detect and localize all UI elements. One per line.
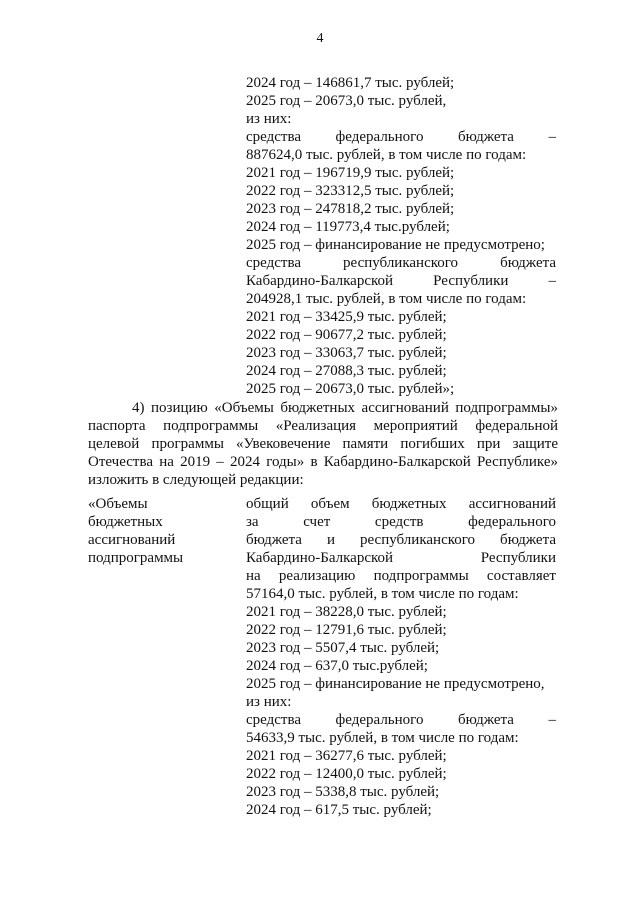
table-value-line: 2023 год – 5507,4 тыс. рублей; [246, 640, 440, 656]
table-label-column [88, 495, 238, 567]
text-line: Кабардино-Балкарской Республики – [246, 273, 556, 289]
text-line: 2024 год – 146861,7 тыс. рублей; [246, 75, 455, 91]
table-value-line: 2022 год – 12400,0 тыс. рублей; [246, 766, 447, 782]
text-line: 2025 год – финансирование не предусмотрено; [246, 237, 545, 253]
table-value-line: 54633,9 тыс. рублей, в том числе по годам: [246, 730, 519, 746]
table-value-line: за счет средств федерального [246, 514, 556, 530]
text-line: 204928,1 тыс. рублей, в том числе по годам: [246, 291, 527, 307]
table-value-line: 57164,0 тыс. рублей, в том числе по годам: [246, 586, 519, 602]
text-line: из них: [246, 111, 292, 127]
text-line: средства федерального бюджета – [246, 129, 556, 145]
table-value-line: 2024 год – 637,0 тыс.рублей; [246, 658, 428, 674]
table-label-line: бюджетных [88, 514, 163, 530]
paragraph-line: паспорта подпрограммы «Реализация мероприятий федеральной [88, 418, 558, 434]
table-value-line: 2022 год – 12791,6 тыс. рублей; [246, 622, 447, 638]
text-line: 2022 год – 90677,2 тыс. рублей; [246, 327, 447, 343]
paragraph-line: целевой программы «Увековечение памяти погибших при защите [88, 436, 558, 452]
table-value-line: 2023 год – 5338,8 тыс. рублей; [246, 784, 440, 800]
table-label-line: подпрограммы [88, 550, 184, 566]
text-line: 887624,0 тыс. рублей, в том числе по годам: [246, 147, 527, 163]
text-line: 2021 год – 196719,9 тыс. рублей; [246, 165, 455, 181]
text-line: 2025 год – 20673,0 тыс. рублей, [246, 93, 447, 109]
text-line: 2025 год – 20673,0 тыс. рублей»; [246, 381, 455, 397]
table-label-line: «Объемы [88, 496, 148, 512]
table-value-line: из них: [246, 694, 292, 710]
page-number: 4 [316, 31, 324, 46]
table-label-line: ассигнований [88, 532, 176, 548]
table-value-line: на реализацию подпрограммы составляет [246, 568, 556, 584]
text-line: 2024 год – 119773,4 тыс.рублей; [246, 219, 450, 235]
text-line: 2024 год – 27088,3 тыс. рублей; [246, 363, 447, 379]
text-line: 2023 год – 33063,7 тыс. рублей; [246, 345, 447, 361]
table-value-column [246, 495, 556, 819]
paragraph-line: Отечества на 2019 – 2024 годы» в Кабардино-Балкарской Республике» [88, 454, 558, 470]
text-line: 2022 год – 323312,5 тыс. рублей; [246, 183, 455, 199]
table-value-line: средства федерального бюджета – [246, 712, 556, 728]
table-value-line: общий объем бюджетных ассигнований [246, 496, 556, 512]
amendment-paragraph [88, 399, 558, 489]
table-value-line: 2021 год – 38228,0 тыс. рублей; [246, 604, 447, 620]
table-value-line: бюджета и республиканского бюджета [246, 532, 556, 548]
funding-continuation [246, 74, 556, 398]
table-value-line: Кабардино-Балкарской Республики [246, 550, 556, 566]
text-line: 2021 год – 33425,9 тыс. рублей; [246, 309, 447, 325]
table-value-line: 2024 год – 617,5 тыс. рублей; [246, 802, 432, 818]
paragraph-line: 4) позицию «Объемы бюджетных ассигнований подпрограммы» [132, 400, 558, 416]
text-line: средства республиканского бюджета [246, 255, 556, 271]
table-value-line: 2021 год – 36277,6 тыс. рублей; [246, 748, 447, 764]
paragraph-line: изложить в следующей редакции: [88, 472, 304, 488]
table-value-line: 2025 год – финансирование не предусмотрено, [246, 676, 545, 692]
text-line: 2023 год – 247818,2 тыс. рублей; [246, 201, 455, 217]
